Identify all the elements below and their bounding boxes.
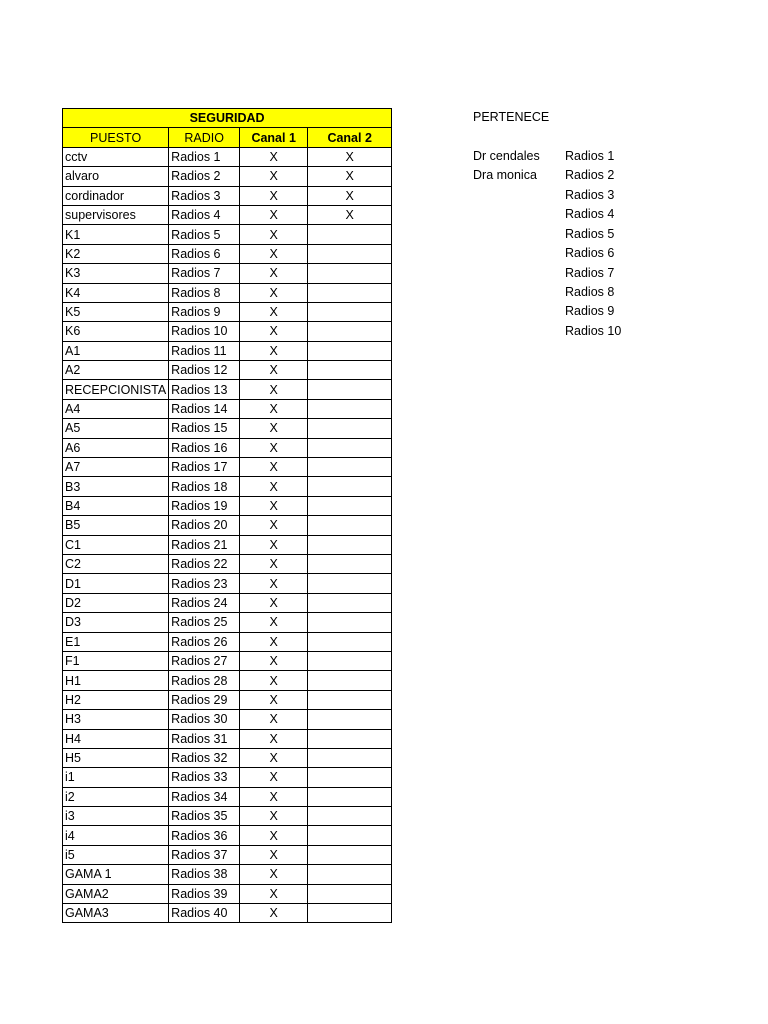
table-row [63,613,392,632]
pertenece-radio: Radios 6 [565,246,615,261]
cell-canal-2 [308,302,392,321]
table-row [63,593,392,612]
cell-canal-2 [308,671,392,690]
cell-radio: Radios 22 [169,554,240,573]
table-row [63,496,392,515]
header-canal-2: Canal 2 [308,128,392,147]
table-row [63,380,392,399]
cell-canal-1: X [240,302,308,321]
cell-canal-2 [308,244,392,263]
table-row [63,283,392,302]
table-row [63,302,392,321]
cell-canal-2 [308,516,392,535]
cell-canal-2 [308,904,392,923]
cell-canal-2: X [308,167,392,186]
cell-radio: Radios 25 [169,613,240,632]
cell-canal-2 [308,496,392,515]
cell-canal-2 [308,477,392,496]
table-row [63,458,392,477]
cell-radio: Radios 19 [169,496,240,515]
table-row [63,554,392,573]
table-row [63,419,392,438]
cell-puesto: GAMA3 [63,904,169,923]
cell-puesto: A1 [63,341,169,360]
cell-puesto: K1 [63,225,169,244]
cell-radio: Radios 33 [169,768,240,787]
cell-canal-1: X [240,904,308,923]
cell-puesto: F1 [63,651,169,670]
table-row [63,632,392,651]
cell-puesto: GAMA2 [63,884,169,903]
cell-canal-1: X [240,574,308,593]
cell-puesto: A2 [63,361,169,380]
cell-radio: Radios 7 [169,264,240,283]
table-row [63,205,392,224]
cell-puesto: H4 [63,729,169,748]
cell-radio: Radios 10 [169,322,240,341]
cell-canal-2 [308,865,392,884]
cell-puesto: H5 [63,748,169,767]
cell-radio: Radios 40 [169,904,240,923]
cell-canal-2 [308,593,392,612]
cell-canal-1: X [240,477,308,496]
cell-radio: Radios 13 [169,380,240,399]
cell-radio: Radios 35 [169,807,240,826]
cell-puesto: i2 [63,787,169,806]
cell-radio: Radios 28 [169,671,240,690]
cell-puesto: K3 [63,264,169,283]
cell-canal-2: X [308,205,392,224]
table-row [63,186,392,205]
cell-canal-1: X [240,690,308,709]
cell-canal-2 [308,807,392,826]
cell-canal-1: X [240,593,308,612]
table-row [63,535,392,554]
pertenece-radio: Radios 2 [565,168,615,183]
cell-canal-2 [308,419,392,438]
cell-puesto: A6 [63,438,169,457]
cell-canal-1: X [240,787,308,806]
cell-canal-2 [308,748,392,767]
table-row [63,865,392,884]
cell-puesto: E1 [63,632,169,651]
cell-puesto: i3 [63,807,169,826]
cell-radio: Radios 8 [169,283,240,302]
cell-radio: Radios 12 [169,361,240,380]
cell-radio: Radios 2 [169,167,240,186]
cell-radio: Radios 14 [169,399,240,418]
cell-radio: Radios 36 [169,826,240,845]
cell-canal-1: X [240,845,308,864]
table-title-row [63,109,392,128]
cell-canal-1: X [240,613,308,632]
header-row [63,128,392,147]
table-row [63,244,392,263]
cell-canal-1: X [240,341,308,360]
cell-radio: Radios 4 [169,205,240,224]
cell-radio: Radios 11 [169,341,240,360]
cell-canal-1: X [240,147,308,166]
cell-canal-1: X [240,671,308,690]
cell-puesto: K6 [63,322,169,341]
table-row [63,826,392,845]
cell-canal-1: X [240,768,308,787]
pertenece-radio: Radios 10 [565,323,622,338]
cell-puesto: K2 [63,244,169,263]
cell-puesto: B3 [63,477,169,496]
cell-radio: Radios 3 [169,186,240,205]
cell-radio: Radios 20 [169,516,240,535]
cell-canal-1: X [240,167,308,186]
cell-canal-1: X [240,748,308,767]
cell-canal-1: X [240,438,308,457]
cell-canal-1: X [240,710,308,729]
pertenece-radio: Radios 8 [565,284,615,299]
cell-canal-2 [308,651,392,670]
cell-canal-1: X [240,264,308,283]
cell-radio: Radios 38 [169,865,240,884]
table-title: SEGURIDAD [63,109,392,128]
cell-puesto: RECEPCIONISTA [63,380,169,399]
cell-canal-1: X [240,186,308,205]
cell-canal-1: X [240,535,308,554]
pertenece-radio: Radios 1 [565,148,615,163]
cell-canal-2: X [308,147,392,166]
cell-canal-1: X [240,807,308,826]
cell-puesto: i1 [63,768,169,787]
cell-canal-1: X [240,225,308,244]
cell-canal-2 [308,884,392,903]
cell-puesto: i5 [63,845,169,864]
cell-canal-2 [308,554,392,573]
table-row [63,147,392,166]
table-body [63,147,392,923]
table-row [63,341,392,360]
cell-canal-2 [308,341,392,360]
table-row [63,768,392,787]
cell-canal-2 [308,826,392,845]
cell-radio: Radios 6 [169,244,240,263]
table-row [63,671,392,690]
table-row [63,225,392,244]
cell-canal-2 [308,438,392,457]
cell-canal-1: X [240,865,308,884]
cell-canal-1: X [240,380,308,399]
cell-radio: Radios 27 [169,651,240,670]
cell-canal-2 [308,283,392,302]
pertenece-radio: Radios 9 [565,304,615,319]
pertenece-radio: Radios 3 [565,187,615,202]
cell-canal-1: X [240,729,308,748]
cell-radio: Radios 39 [169,884,240,903]
cell-radio: Radios 21 [169,535,240,554]
cell-puesto: A7 [63,458,169,477]
cell-radio: Radios 31 [169,729,240,748]
cell-puesto: D3 [63,613,169,632]
cell-canal-2 [308,768,392,787]
table-row [63,477,392,496]
table-row [63,807,392,826]
cell-canal-2 [308,613,392,632]
pertenece-radio: Radios 4 [565,207,615,222]
cell-canal-2 [308,574,392,593]
cell-puesto: GAMA 1 [63,865,169,884]
cell-canal-1: X [240,632,308,651]
table-row [63,574,392,593]
cell-canal-1: X [240,322,308,341]
table-row [63,322,392,341]
table-row [63,651,392,670]
header-puesto: PUESTO [63,128,169,147]
table-row [63,787,392,806]
cell-radio: Radios 32 [169,748,240,767]
table-row [63,845,392,864]
cell-radio: Radios 30 [169,710,240,729]
cell-radio: Radios 1 [169,147,240,166]
cell-canal-2 [308,225,392,244]
table-row [63,748,392,767]
cell-canal-2 [308,787,392,806]
pertenece-owner: Dr cendales [473,148,540,163]
cell-canal-2: X [308,186,392,205]
pertenece-radio: Radios 7 [565,265,615,280]
cell-radio: Radios 16 [169,438,240,457]
cell-puesto: H1 [63,671,169,690]
cell-puesto: H3 [63,710,169,729]
cell-canal-1: X [240,419,308,438]
cell-puesto: K4 [63,283,169,302]
table-row [63,690,392,709]
cell-puesto: i4 [63,826,169,845]
cell-radio: Radios 24 [169,593,240,612]
cell-puesto: cctv [63,147,169,166]
cell-canal-1: X [240,205,308,224]
cell-canal-1: X [240,651,308,670]
cell-canal-2 [308,535,392,554]
cell-puesto: B4 [63,496,169,515]
cell-radio: Radios 26 [169,632,240,651]
cell-puesto: B5 [63,516,169,535]
cell-puesto: A4 [63,399,169,418]
cell-radio: Radios 9 [169,302,240,321]
cell-puesto: supervisores [63,205,169,224]
cell-canal-2 [308,458,392,477]
pertenece-owner: Dra monica [473,168,537,183]
cell-canal-2 [308,845,392,864]
cell-radio: Radios 37 [169,845,240,864]
cell-puesto: cordinador [63,186,169,205]
cell-puesto: D2 [63,593,169,612]
cell-canal-1: X [240,244,308,263]
cell-puesto: D1 [63,574,169,593]
cell-canal-2 [308,710,392,729]
header-radio: RADIO [169,128,240,147]
cell-puesto: alvaro [63,167,169,186]
cell-canal-2 [308,322,392,341]
table-row [63,904,392,923]
table-row [63,438,392,457]
cell-canal-2 [308,729,392,748]
cell-canal-2 [308,361,392,380]
cell-canal-2 [308,399,392,418]
cell-radio: Radios 15 [169,419,240,438]
cell-puesto: K5 [63,302,169,321]
cell-radio: Radios 5 [169,225,240,244]
cell-puesto: H2 [63,690,169,709]
cell-canal-2 [308,690,392,709]
cell-canal-2 [308,632,392,651]
cell-canal-2 [308,264,392,283]
cell-canal-1: X [240,554,308,573]
pertenece-title: PERTENECE [473,110,550,124]
seguridad-table [62,108,392,923]
cell-canal-1: X [240,496,308,515]
cell-canal-1: X [240,399,308,418]
cell-canal-1: X [240,458,308,477]
header-canal-1: Canal 1 [240,128,308,147]
cell-canal-1: X [240,826,308,845]
cell-puesto: A5 [63,419,169,438]
cell-radio: Radios 23 [169,574,240,593]
table-row [63,399,392,418]
cell-puesto: C1 [63,535,169,554]
table-row [63,167,392,186]
pertenece-radio: Radios 5 [565,226,615,241]
cell-radio: Radios 17 [169,458,240,477]
cell-puesto: C2 [63,554,169,573]
table-row [63,710,392,729]
cell-radio: Radios 18 [169,477,240,496]
cell-canal-1: X [240,361,308,380]
cell-canal-1: X [240,283,308,302]
cell-radio: Radios 34 [169,787,240,806]
cell-canal-2 [308,380,392,399]
table-row [63,264,392,283]
table-row [63,729,392,748]
cell-canal-1: X [240,884,308,903]
table-row [63,884,392,903]
table-row [63,516,392,535]
table-row [63,361,392,380]
cell-canal-1: X [240,516,308,535]
cell-radio: Radios 29 [169,690,240,709]
